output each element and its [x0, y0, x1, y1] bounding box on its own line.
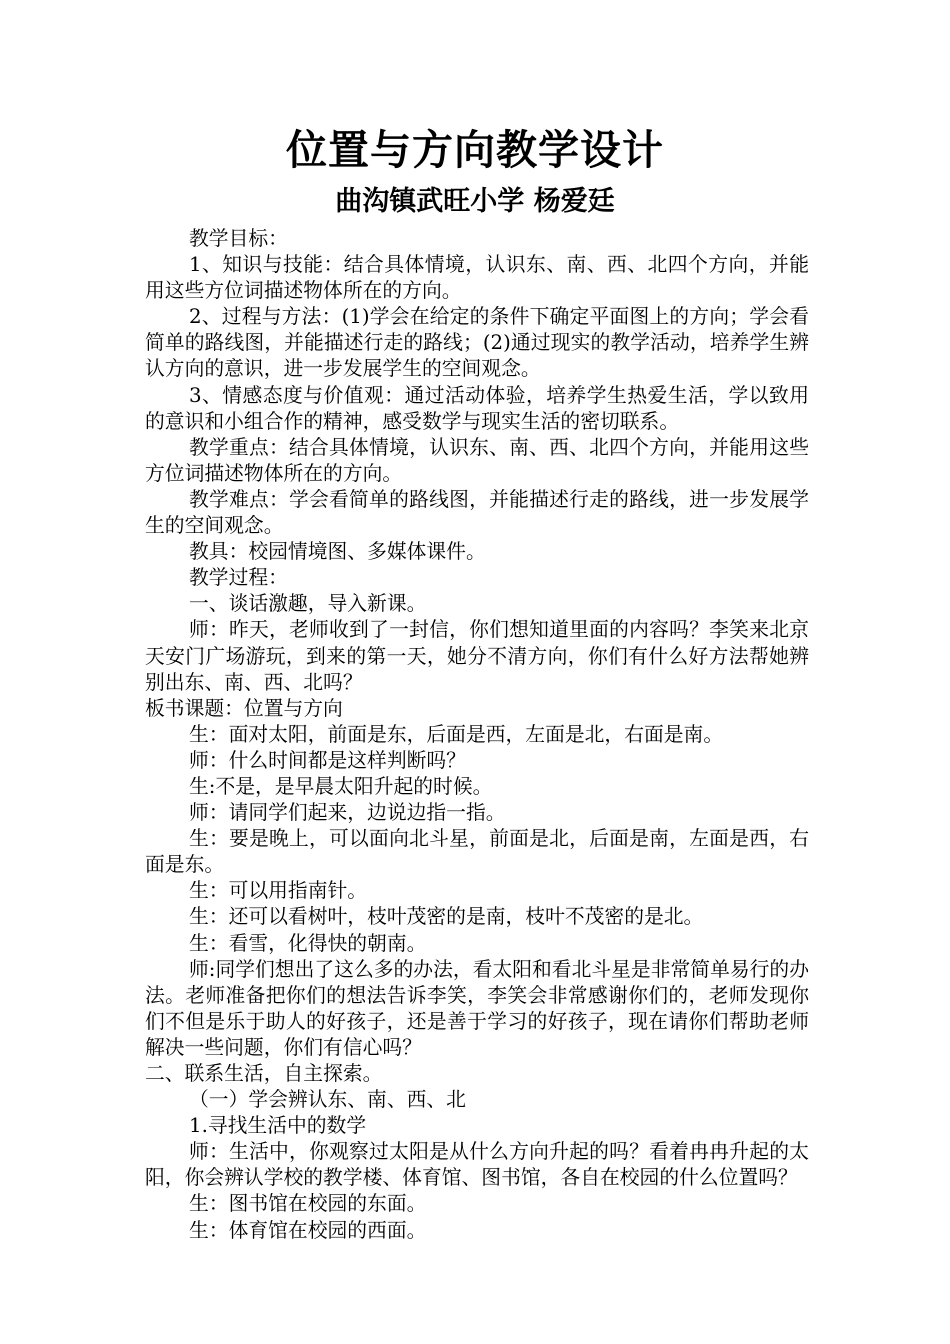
body-paragraph: 教具：校园情境图、多媒体课件。: [189, 540, 486, 564]
body-paragraph: 一、谈话激趣，导入新课。: [189, 592, 427, 616]
body-paragraph: 师：什么时间都是这样判断吗？: [189, 748, 466, 772]
body-paragraph: 生：还可以看树叶，枝叶茂密的是南，枝叶不茂密的是北。: [189, 905, 704, 929]
body-paragraph: （一）学会辨认东、南、西、北: [189, 1088, 466, 1112]
body-paragraph: 生:不是，是早晨太阳升起的时候。: [189, 774, 493, 798]
body-paragraph: 2、过程与方法：(1)学会在给定的条件下确定平面图上的方向；学会看简单的路线图，并能描述行走的路线；(2)通过现实的教学活动，培养学生辨认方向的意识，进一步发展学生的空间观念。: [145, 305, 809, 381]
body-paragraph: 师：生活中，你观察过太阳是从什么方向升起的吗？看着冉冉升起的太阳，你会辨认学校的教学楼、体育馆、图书馆，各自在校园的什么位置吗？: [145, 1140, 809, 1190]
body-paragraph: 生：可以用指南针。: [189, 879, 368, 903]
document-subtitle: 曲沟镇武旺小学 杨爱廷: [335, 186, 615, 217]
body-paragraph: 师：请同学们起来，边说边指一指。: [189, 801, 506, 825]
body-paragraph: 1、知识与技能：结合具体情境，认识东、南、西、北四个方向，并能用这些方位词描述物体所在的方向。: [145, 253, 809, 303]
body-paragraph: 师：昨天，老师收到了一封信，你们想知道里面的内容吗？李笑来北京天安门广场游玩，到来的第一天，她分不清方向，你们有什么好方法帮她辨别出东、南、西、北吗？: [145, 618, 809, 694]
document-title: 位置与方向教学设计: [286, 126, 664, 174]
body-paragraph: 教学目标：: [189, 227, 288, 250]
body-paragraph: 生：看雪，化得快的朝南。: [189, 931, 427, 955]
body-paragraph: 生：面对太阳，前面是东，后面是西，左面是北，右面是南。: [189, 722, 724, 746]
body-paragraph: 3、情感态度与价值观：通过活动体验，培养学生热爱生活，学以致用的意识和小组合作的精神，感受数学与现实生活的密切联系。: [145, 383, 809, 433]
body-paragraph: 生：图书馆在校园的东面。: [189, 1192, 427, 1216]
document-body: [145, 226, 809, 1244]
body-paragraph: 1.寻找生活中的数学: [189, 1114, 367, 1138]
body-paragraph: 教学过程：: [189, 566, 288, 590]
body-paragraph: 教学重点：结合具体情境，认识东、南、西、北四个方向，并能用这些方位词描述物体所在的方向。: [145, 435, 809, 485]
body-paragraph: 生：要是晚上，可以面向北斗星，前面是北，后面是南，左面是西，右面是东。: [145, 827, 809, 877]
body-paragraph: 教学难点：学会看简单的路线图，并能描述行走的路线，进一步发展学生的空间观念。: [145, 487, 809, 538]
body-paragraph: 师:同学们想出了这么多的办法，看太阳和看北斗星是非常简单易行的办法。老师准备把你们的想法告诉李笑，李笑会非常感谢你们的，老师发现你们不但是乐于助人的好孩子，还是善于学习的好孩子，现在请你们帮助老师解决一些问题，你们有信心吗？: [145, 957, 809, 1059]
body-paragraph: 生：体育馆在校园的西面。: [189, 1218, 427, 1242]
body-paragraph: 二、联系生活，自主探索。: [145, 1062, 383, 1085]
body-paragraph: 板书课题：位置与方向: [145, 696, 343, 720]
